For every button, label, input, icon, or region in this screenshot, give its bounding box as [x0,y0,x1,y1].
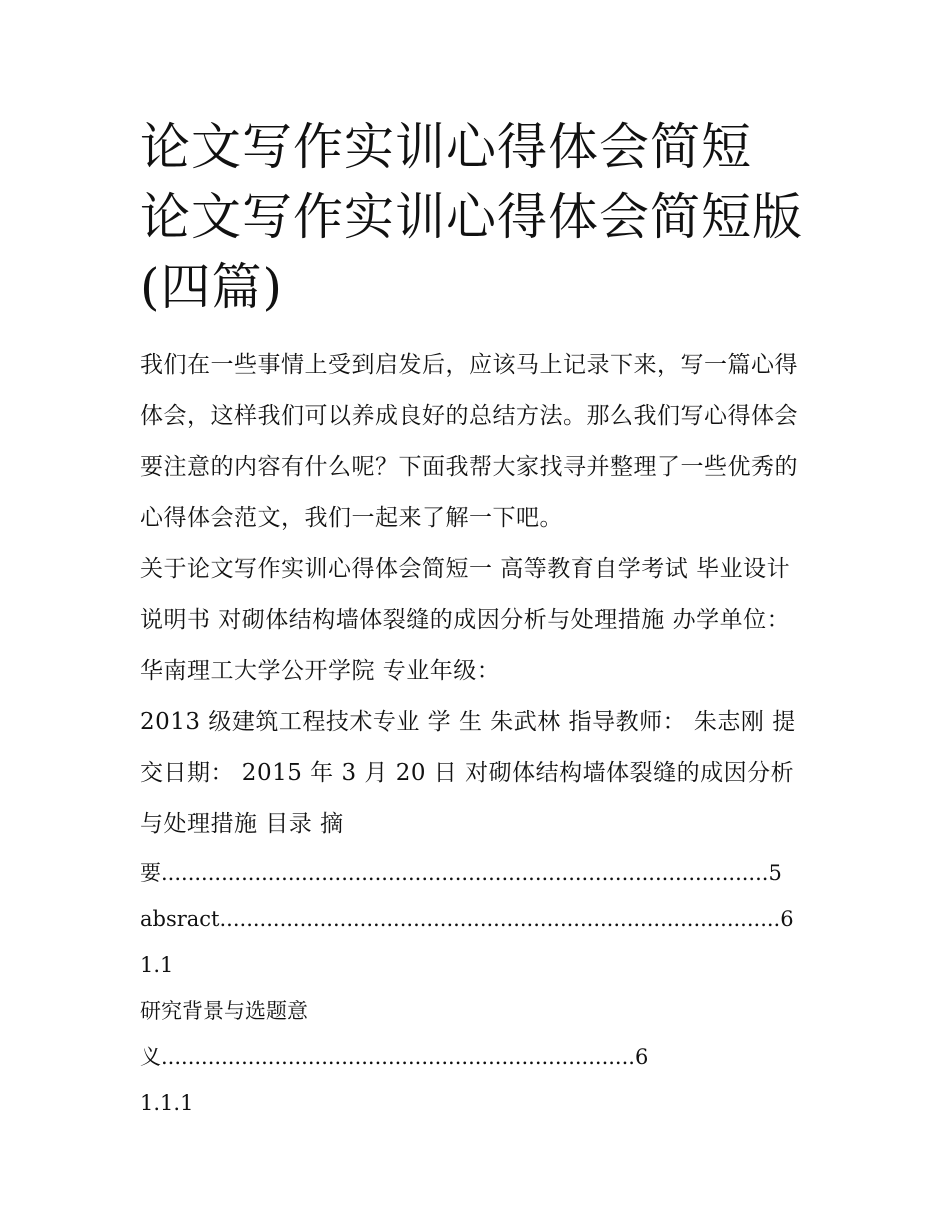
thesis-info-line-1: 关于论文写作实训心得体会简短一 高等教育自学考试 毕业设计说明书 对砌体结构墙体裂缝的成因分析与处理措施 办学单位： 华南理工大学公开学院 专业年级： [140,556,791,684]
toc-number-1-1: 1.1 [140,953,174,977]
table-of-contents [140,850,812,1126]
document-title: 论文写作实训心得体会简短 论文写作实训心得体会简短版(四篇) [140,118,803,316]
toc-number-1-1-1: 1.1.1 [140,1091,194,1115]
toc-entry-background: 研究背景与选题意义.......................................................................6 [140,999,649,1069]
intro-paragraph: 我们在一些事情上受到启发后，应该马上记录下来，写一篇心得体会，这样我们可以养成良好的总结方法。那么我们写心得体会要注意的内容有什么呢？下面我帮大家找寻并整理了一些优秀的心得体会范文，我们一起来了解一下吧。 [140,352,798,531]
toc-entry-absract: absract....................................................................................6 [140,907,794,931]
document-page [140,112,812,1126]
thesis-info [140,544,812,850]
toc-entry-abstract: 要...........................................................................................5 [140,861,782,885]
thesis-info-line-2: 2013 级建筑工程技术专业 学 生 朱武林 指导教师： 朱志刚 提交日期： 2015 年 3 月 20 日 对砌体结构墙体裂缝的成因分析与处理措施 目录 摘 [140,709,796,837]
